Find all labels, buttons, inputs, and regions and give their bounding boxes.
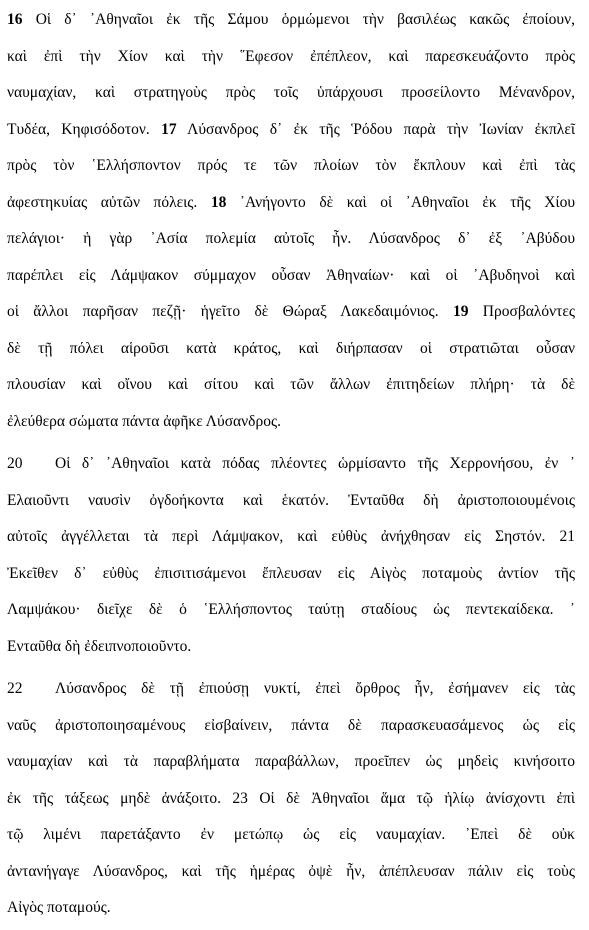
text-segment: ναῦς ἀριστοποιησαμένους εἰσβαίνειν, πάντα δὲ παρασκευασάμενος ὡς εἰς	[7, 716, 575, 734]
section-number: 19	[452, 303, 469, 320]
text-line	[7, 258, 575, 295]
text-line	[7, 2, 575, 39]
text-segment: ᾿Ανήγοντο δὲ καὶ οἱ ᾿Αθηναῖοι ἐκ τῆς Χίου	[226, 193, 575, 211]
text-segment: οἱ ἄλλοι παρῆσαν πεζῇ· ἡγεῖτο δὲ Θώραξ Λακεδαιμόνιος.	[7, 303, 453, 320]
text-line	[7, 592, 575, 629]
text-segment: Ενταῦθα δὴ ἐδειπνοποιοῦντο.	[7, 637, 192, 655]
text-line	[7, 404, 575, 441]
text-segment: πελάγιοι· ἡ γὰρ ᾿Ασία πολεμία αὐτοῖς ἦν. Λύσανδρος δ᾿ ἐξ ᾿Αβύδου	[7, 230, 575, 247]
text-segment: Οἱ δ᾿ ᾿Αθηναῖοι κατὰ πόδας πλέοντες ὡρμίσαντο τῆς Χερρονήσου, ἐν ᾿	[55, 455, 575, 472]
text-line	[7, 890, 575, 927]
text-segment: αὐτοῖς ἀγγέλλεται τὰ περὶ Λάμψακον, καὶ εὐθὺς ἀνήχθησαν εἰς Σηστόν. 21	[7, 528, 575, 545]
text-segment: πρὸς τὸν ῾Ελλήσποντον πρός τε τῶν πλοίων τὸν ἔκπλουν καὶ ἐπὶ τὰς	[7, 157, 575, 174]
section-number: 18	[210, 193, 227, 211]
text-segment: δὲ τῇ πόλει αἱροῦσι κατὰ κράτος, καὶ διήρπασαν οἱ στρατιῶται οὖσαν	[7, 339, 575, 357]
text-line	[7, 367, 575, 404]
text-line	[7, 781, 575, 818]
text-segment: Ελαιοῦντι ναυσὶν ὀγδοήκοντα καὶ ἑκατόν. Ἐνταῦθα δὴ ἀριστοποιουμένοις	[7, 491, 575, 509]
paragraph	[7, 671, 575, 927]
paragraph-number: 22	[7, 680, 23, 697]
text-segment: Οἱ δ᾿ ᾿Αθηναῖοι ἐκ τῆς Σάμου ὁρμώμενοι τὴν βασιλέως κακῶς ἐποίουν,	[22, 11, 575, 28]
text-line	[7, 629, 575, 666]
text-segment: τῷ λιμένι παρετάξαντο ἐν μετώπῳ ὡς εἰς ναυμαχίαν. ᾿Επεὶ δὲ οὐκ	[7, 826, 575, 843]
text-line	[7, 671, 575, 708]
text-segment: παρέπλει εἰς Λάμψακον σύμμαχον οὖσαν Ἀθηναίων· καὶ οἱ ᾿Αβυδηνοὶ καὶ	[7, 266, 575, 284]
text-line	[7, 519, 575, 556]
text-line	[7, 483, 575, 520]
paragraph	[7, 2, 575, 440]
text-segment: Προσβαλόντες	[468, 303, 575, 320]
text-segment: ναυμαχίαν, καὶ στρατηγοὺς πρὸς τοῖς ὑπάρχουσι προσείλοντο Μένανδρον,	[7, 84, 575, 101]
text-line	[7, 112, 575, 149]
text-line	[7, 331, 575, 368]
text-segment: ἀφεστηκυίας αὐτῶν πόλεις.	[7, 193, 211, 211]
text-line	[7, 39, 575, 76]
text-segment: ἀντανήγαγε Λύσανδρος, καὶ τῆς ἡμέρας ὀψὲ ἦν, ἀπέπλευσαν πάλιν εἰς τοὺς	[7, 862, 575, 880]
text-segment: καὶ ἐπὶ τὴν Χίον καὶ τὴν ῞Εφεσον ἐπέπλεον, καὶ παρεσκευάζοντο πρὸς	[7, 47, 575, 65]
section-number: 16	[7, 11, 23, 28]
text-segment: Αἰγὸς ποταμούς.	[7, 899, 111, 916]
text-segment: πλουσίαν καὶ οἴνου καὶ σίτου καὶ τῶν ἄλλων ἐπιτηδείων πλήρη· τὰ δὲ	[7, 376, 575, 393]
text-line	[7, 556, 575, 593]
text-line	[7, 708, 575, 745]
text-line	[7, 446, 575, 483]
text-segment: ἐλεύθερα σώματα πάντα ἀφῆκε Λύσανδρος.	[7, 412, 281, 430]
section-number: 17	[161, 120, 177, 138]
text-line	[7, 221, 575, 258]
text-segment: Λύσανδρος δὲ τῇ ἐπιούσῃ νυκτί, ἐπεὶ ὄρθρος ἦν, ἐσήμανεν εἰς τὰς	[55, 680, 575, 697]
text-segment: Λύσανδρος δ᾿ ἐκ τῆς Ῥόδου παρὰ τὴν Ἰωνίαν ἐκπλεῖ	[176, 120, 575, 138]
text-segment: Λαμψάκου· διεῖχε δὲ ὁ ῾Ελλήσποντος ταύτῃ σταδίους ὡς πεντεκαίδεκα. ᾿	[7, 601, 575, 618]
text-segment: ἐκ τῆς τάξεως μηδὲ ἀνάξοιτο. 23 Οἱ δὲ Ἀθηναῖοι ἅμα τῷ ἡλίῳ ἀνίσχοντι ἐπὶ	[7, 789, 575, 807]
text-segment: ναυμαχίαν καὶ τὰ παραβλήματα παραβάλλων, προεῖπεν ὡς μηδεὶς κινήσοιτο	[7, 753, 575, 770]
text-line	[7, 75, 575, 112]
text-segment: Ἐκεῖθεν δ᾿ εὐθὺς ἐπισιτισάμενοι ἔπλευσαν εἰς Αἰγὸς ποταμοὺς ἀντίον τῆς	[7, 564, 575, 582]
text-line	[7, 294, 575, 331]
text-line	[7, 854, 575, 891]
text-line	[7, 148, 575, 185]
paragraph	[7, 446, 575, 665]
paragraph-number: 20	[7, 455, 23, 472]
text-line	[7, 817, 575, 854]
text-line	[7, 185, 575, 222]
text-segment: Τυδέα, Κηφισόδοτον.	[7, 120, 162, 138]
text-line	[7, 744, 575, 781]
